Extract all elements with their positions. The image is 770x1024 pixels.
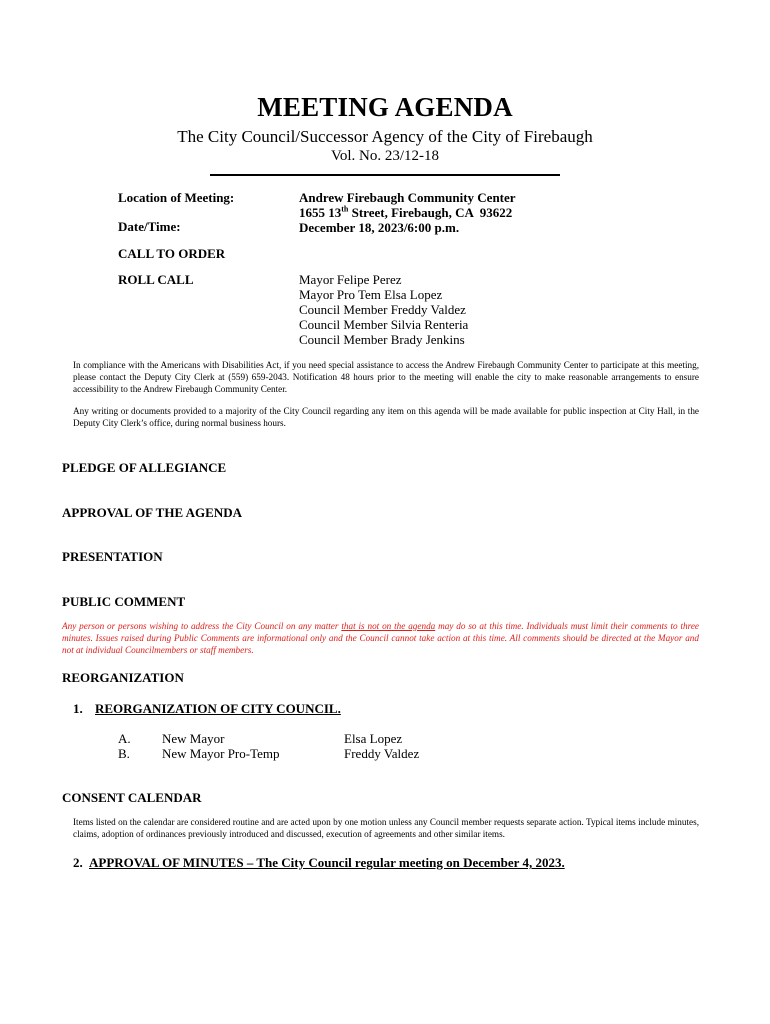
item-number: 2. (73, 855, 83, 870)
venue-address: 1655 13th Street, Firebaugh, CA 93622 (299, 204, 513, 220)
location-label: Location of Meeting: (118, 190, 235, 205)
subitem-letter: A. (118, 731, 131, 746)
roll-call-member: Council Member Freddy Valdez (299, 302, 466, 317)
public-records-notice: Any writing or documents provided to a majority of the City Council regarding any item on this agenda will be made available for public inspection at City Hall, in the Deputy City Clerk’s office, during normal business hours. (73, 406, 699, 428)
roll-call-heading: ROLL CALL (118, 272, 194, 287)
header-divider (210, 174, 560, 176)
datetime-label: Date/Time: (118, 219, 181, 234)
subitem-name: Freddy Valdez (344, 746, 420, 761)
pledge-heading: PLEDGE OF ALLEGIANCE (62, 460, 227, 475)
presentation-heading: PRESENTATION (62, 549, 163, 564)
page-title: MEETING AGENDA (257, 92, 513, 122)
item-number: 1. (73, 701, 83, 716)
consent-notice: Items listed on the calendar are considered routine and are acted upon by one motion unless any Council member requests separate action. Typical items include minutes, claims, adoption of ordinances previously introduced and discussed, execution of agreements and other similar items. (73, 817, 699, 839)
roll-call-member: Council Member Silvia Renteria (299, 317, 469, 332)
not-on-agenda-emphasis: that is not on the agenda (341, 621, 436, 631)
ada-notice: In compliance with the Americans with Disabilities Act, if you need special assistance to access the Andrew Firebaugh Community Center to participate at this meeting, please contact the Deputy City Clerk at (559) 659-2043. Notification 48 hours prior to the meeting will enable the city to make reasonable arrangements to ensure accessibility to the Andrew Firebaugh Community Center. (73, 360, 699, 394)
meeting-location (299, 190, 516, 235)
public-comment-notice: Any person or persons wishing to address the City Council on any matter that is not on the agenda may do so at this time. Individuals must limit their comments to three minutes. Issues raised during Public Comments are informational only and the Council cannot take action at this time. All comments should be directed at the Mayor and not at individual Councilmembers or staff members. (62, 621, 699, 655)
subitem-role: New Mayor Pro-Temp (162, 746, 280, 761)
agenda-item-2 (73, 855, 673, 871)
consent-calendar-heading: CONSENT CALENDAR (62, 790, 202, 805)
item-title: REORGANIZATION OF CITY COUNCIL. (95, 701, 341, 716)
roll-call-list (299, 272, 468, 347)
venue-name: Andrew Firebaugh Community Center (299, 190, 516, 205)
roll-call-member: Council Member Brady Jenkins (299, 332, 465, 347)
agenda-item-1 (73, 701, 673, 717)
agency-subtitle: The City Council/Successor Agency of the City of Firebaugh (177, 127, 593, 146)
subitem-letter: B. (118, 746, 130, 761)
volume-number: Vol. No. 23/12-18 (330, 148, 440, 164)
approval-agenda-heading: APPROVAL OF THE AGENDA (62, 505, 242, 520)
reorganization-heading: REORGANIZATION (62, 670, 184, 685)
meeting-datetime: December 18, 2023/6:00 p.m. (299, 220, 460, 235)
roll-call-member: Mayor Pro Tem Elsa Lopez (299, 287, 443, 302)
subitem-name: Elsa Lopez (344, 731, 403, 746)
public-comment-heading: PUBLIC COMMENT (62, 594, 186, 609)
roll-call-member: Mayor Felipe Perez (299, 272, 402, 287)
item-title: APPROVAL OF MINUTES – The City Council regular meeting on December 4, 2023. (89, 855, 565, 870)
subitem-role: New Mayor (162, 731, 225, 746)
call-to-order-heading: CALL TO ORDER (118, 246, 226, 261)
